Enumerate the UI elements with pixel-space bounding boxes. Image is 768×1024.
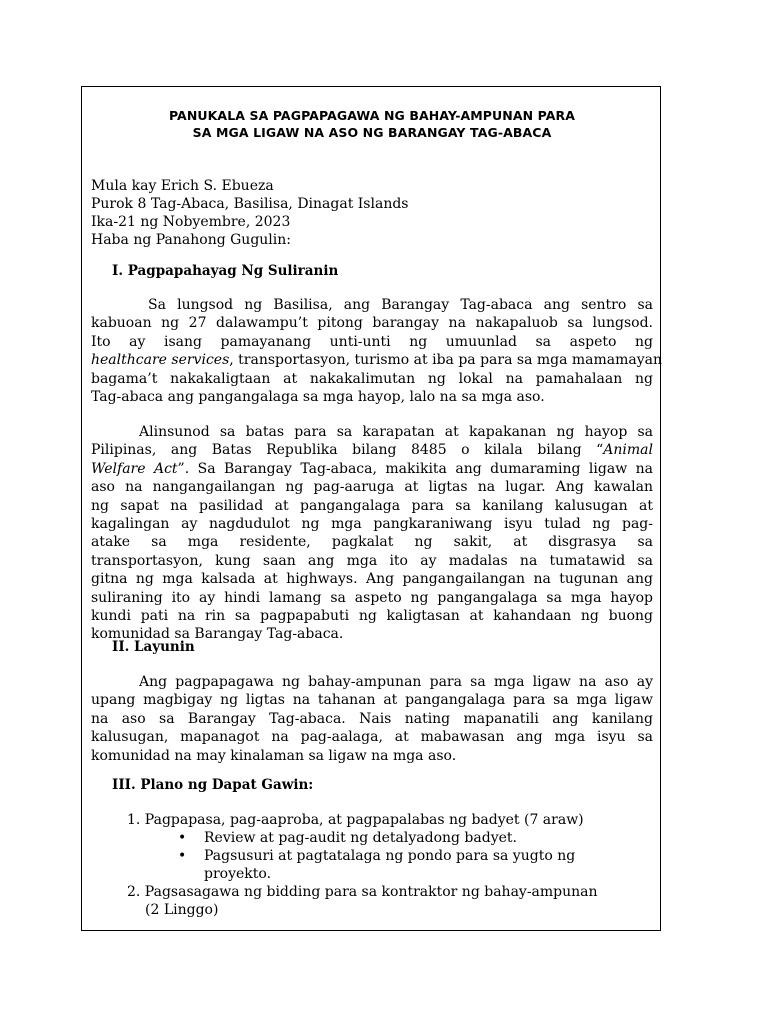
paragraph-line: upang magbigay ng ligtas na tahanan at pangangalaga para sa mga ligaw <box>91 692 653 709</box>
paragraph-line: atake sa mga residente, pagkalat ng sakit, at disgrasya sa <box>91 534 653 551</box>
section-3-heading: III. Plano ng Dapat Gawin: <box>112 777 314 793</box>
paragraph-line: gitna ng mga kalsada at highways. Ang pangangailangan na tugunan ang <box>91 571 653 588</box>
paragraph-line: suliraning ito ay hindi lamang sa aspeto ng pangangalaga sa mga hayop <box>91 589 653 606</box>
paragraph-text: , transportasyon, turismo at iba pa para sa mga mamamayan <box>229 352 663 369</box>
paragraph-line: na aso sa Barangay Tag-abaca. Nais nating mapanatili ang kanilang <box>91 710 653 727</box>
italic-term: Welfare Act <box>91 460 178 477</box>
paragraph-line: Alinsunod sa batas para sa karapatan at kapakanan ng hayop sa <box>139 424 653 440</box>
paragraph-text: ”. Sa Barangay Tag-abaca, makikita ang dumaraming ligaw na <box>177 460 653 477</box>
title-line-2: SA MGA LIGAW NA ASO NG BARANGAY TAG-ABACA <box>192 125 552 140</box>
section-1-paragraph-1 <box>91 296 663 406</box>
bullet-item <box>178 847 575 865</box>
paragraph-line <box>91 441 653 459</box>
bullet-text: Review at pag-audit ng detalyadong badyet. <box>204 830 517 846</box>
address-line: Purok 8 Tag-Abaca, Basilisa, Dinagat Islands <box>91 196 409 212</box>
paragraph-line: Sa lungsod ng Basilisa, ang Barangay Tag-abaca ang sentro sa <box>148 297 653 313</box>
paragraph-line: Tag-abaca ang pangangalaga sa mga hayop, lalo na sa mga aso. <box>91 388 545 405</box>
section-1-heading: I. Pagpapahayag Ng Suliranin <box>112 263 339 279</box>
italic-term: healthcare <box>91 352 167 369</box>
document-page <box>81 86 661 931</box>
paragraph-line: Ang pagpapagawa ng bahay-ampunan para sa mga ligaw na aso ay <box>139 674 653 690</box>
paragraph-line: komunidad sa Barangay Tag-abaca. <box>91 626 344 643</box>
bullet-icon: • <box>178 848 187 864</box>
section-2-paragraph-1 <box>91 673 653 765</box>
paragraph-text: Pilipinas, ang Batas Republika bilang 8485 o kilala bilang “ <box>91 442 604 459</box>
paragraph-line: kagalingan ay nagdudulot ng mga pangkaraniwang isyu tulad ng pag- <box>91 515 653 532</box>
date-line: Ika-21 ng Nobyembre, 2023 <box>91 214 291 230</box>
bullet-item <box>178 829 517 847</box>
paragraph-line: transportasyon, kung saan ang mga ito ay madalas na tumatawid sa <box>91 552 653 569</box>
paragraph-line: aso na nangangailangan ng pag-aaruga at ligtas na lugar. Ang kawalan <box>91 479 653 496</box>
section-2-heading: II. Layunin <box>112 639 195 655</box>
bullet-continuation: proyekto. <box>204 866 272 882</box>
document-title <box>91 107 653 141</box>
list-item: 1. Pagpapasa, pag-aaproba, at pagpapalabas ng badyet (7 araw) <box>127 812 584 828</box>
paragraph-line: Ito ay isang pamayanang unti-unti ng umuunlad sa aspeto ng <box>91 333 653 350</box>
document-meta <box>91 177 408 249</box>
duration-line: Haba ng Panahong Gugulin: <box>91 232 291 248</box>
section-1-paragraph-2 <box>91 423 653 644</box>
list-item-continuation: (2 Linggo) <box>145 902 219 918</box>
paragraph-line: ng sapat na pasilidad at pangangalaga para sa kanilang kalusugan at <box>91 497 653 514</box>
paragraph-line: kalusugan, mapanagot na pag-aalaga, at mabawasan ang mga isyu sa <box>91 729 653 746</box>
paragraph-line <box>91 460 653 478</box>
bullet-text: Pagsusuri at pagtatalaga ng pondo para sa yugto ng <box>204 848 576 864</box>
paragraph-line: komunidad na may kinalaman sa ligaw na mga aso. <box>91 747 457 764</box>
paragraph-line: kabuoan ng 27 dalawampu’t pitong barangay na nakapaluob sa lungsod. <box>91 315 653 332</box>
italic-term: Animal <box>603 442 653 459</box>
list-item: 2. Pagsasagawa ng bidding para sa kontraktor ng bahay-ampunan <box>127 884 598 900</box>
title-line-1: PANUKALA SA PAGPAPAGAWA NG BAHAY-AMPUNAN PARA <box>168 108 576 123</box>
italic-term: services <box>171 352 230 369</box>
paragraph-line: kundi pati na rin sa pagpapabuti ng kaligtasan at kahandaan ng buong <box>91 607 653 624</box>
paragraph-line <box>91 351 663 369</box>
paragraph-line: bagama’t nakakaligtaan at nakakalimutan ng lokal na pamahalaan ng <box>91 370 653 387</box>
author-line: Mula kay Erich S. Ebueza <box>91 178 274 194</box>
bullet-icon: • <box>178 830 187 846</box>
